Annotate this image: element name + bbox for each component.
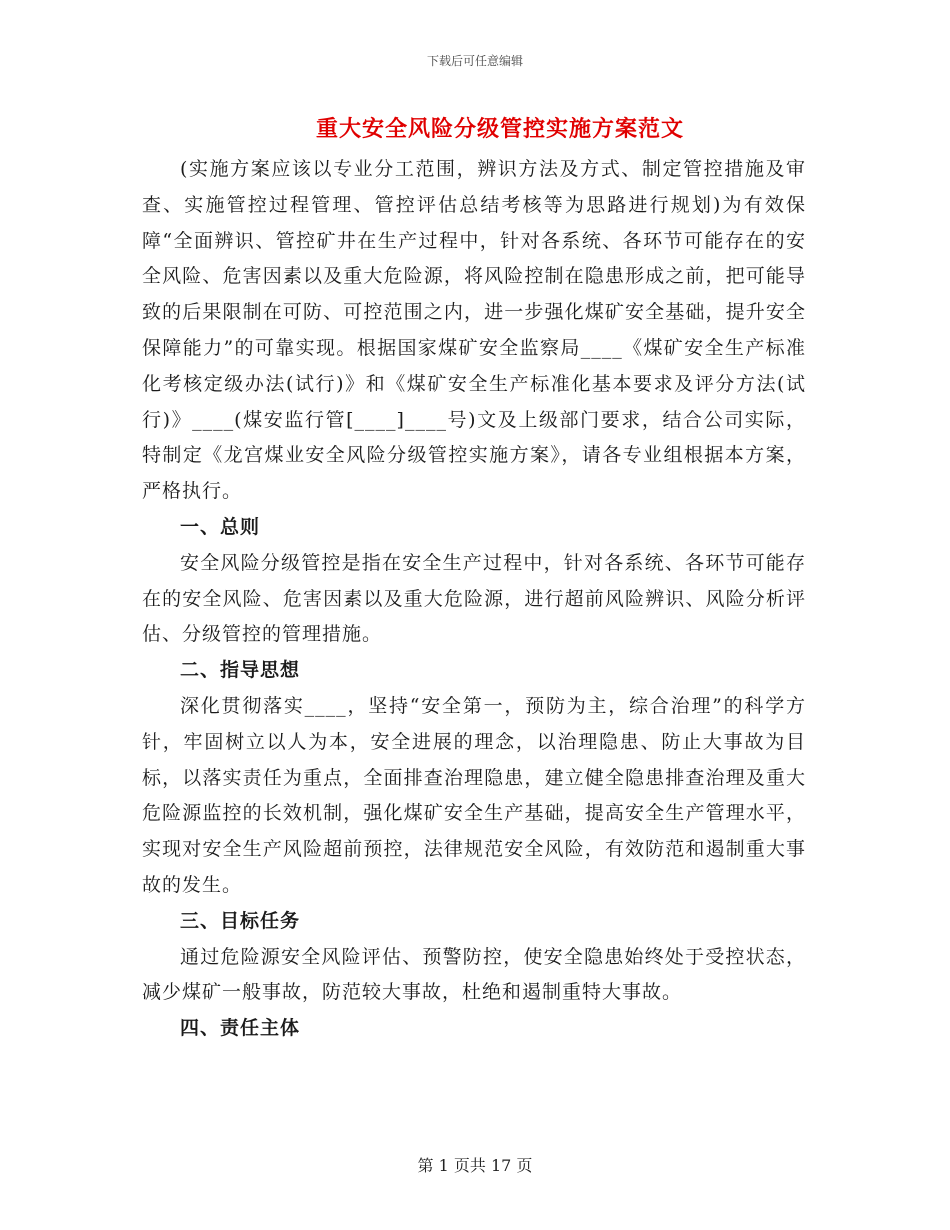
page-header-note: 下载后可任意编辑 bbox=[426, 54, 523, 68]
intro-paragraph: (实施方案应该以专业分工范围，辨识方法及方式、制定管控措施及审查、实施管控过程管理、管控评估总结考核等为思路进行规划)为有效保障“全面辨识、管控矿井在生产过程中，针对各系统、各环节可能存在的安全风险、危害因素以及重大危险源，将风险控制在隐患形成之前，把可能导致的后果限制在可防、可控范围之内，进一步强化煤矿安全基础，提升安全保障能力”的可靠实现。根据国家煤矿安全监察局____《煤矿安全生产标准化考核定级办法(试行)》和《煤矿安全生产标准化基本要求及评分方法(试行)》____(煤安监行管[____]____号)文及上级部门要求，结合公司实际，特制定《龙宫煤业安全风险分级管控实施方案》，请各专业组根据本方案，严格执行。 bbox=[142, 158, 806, 503]
section-body-general: 安全风险分级管控是指在安全生产过程中，针对各系统、各环节可能存在的安全风险、危害因素以及重大危险源，进行超前风险辨识、风险分析评估、分级管控的管理措施。 bbox=[142, 551, 806, 646]
section-heading-guiding-ideology: 二、指导思想 bbox=[180, 659, 301, 682]
section-body-objectives: 通过危险源安全风险评估、预警防控，使安全隐患始终处于受控状态，减少煤矿一般事故，防范较大事故，杜绝和遏制重特大事故。 bbox=[142, 945, 806, 1004]
document-body bbox=[142, 152, 806, 1047]
section-heading-responsibility: 四、责任主体 bbox=[180, 1017, 301, 1040]
page-number-footer: 第 1 页共 17 页 bbox=[417, 1156, 533, 1175]
section-heading-general: 一、总则 bbox=[180, 515, 261, 538]
section-heading-objectives: 三、目标任务 bbox=[180, 909, 301, 932]
section-body-guiding-ideology: 深化贯彻落实____，坚持“安全第一，预防为主，综合治理”的科学方针，牢固树立以人为本，安全进展的理念，以治理隐患、防止大事故为目标，以落实责任为重点，全面排查治理隐患，建立健全隐患排查治理及重大危险源监控的长效机制，强化煤矿安全生产基础，提高安全生产管理水平，实现对安全生产风险超前预控，法律规范安全风险，有效防范和遏制重大事故的发生。 bbox=[142, 694, 806, 896]
document-title: 重大安全风险分级管控实施方案范文 bbox=[315, 116, 684, 142]
